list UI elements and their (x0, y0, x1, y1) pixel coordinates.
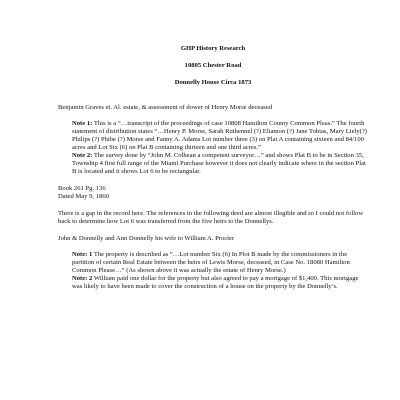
note-label: Note: 1 (72, 251, 93, 258)
book-date: Dated May 9, 1860 (58, 193, 109, 200)
note-text: This is a “…transcript of the proceedings of case 10808 Hamilton County Common Pleas.” The fourth statement of distribution states “…Henry P. Morse, Sarah Ruthennel (?) Eliamon (?) Jane Tobias, Mary Liely(?) Philips (?) Phibe (?) Morse and Fanny A. Adams Lot number three (3) on Plat A containing sixteen and 84/100 acres and Lot Six (6) on Plat B containing thirteen and one third acres.” (72, 120, 367, 151)
note-label: Note: 2 (72, 275, 93, 282)
estate-intro: Benjamin Graves et. Al. estate, & assessment of dower of Henry Morse deceased (58, 104, 273, 111)
book-reference: Book 261 Pg. 136 (58, 185, 106, 192)
note-text: William paid one dollar for the property but also agreed to pay a mortgage of $1,400. This mortgage was likely to have been made to cover the construction of a house on the property by the Donnelly’s. (72, 275, 359, 290)
estate-note-1 (72, 120, 368, 152)
estate-note-2 (72, 152, 368, 176)
note-label: Note 1: (72, 120, 93, 127)
deed-note-2 (72, 275, 368, 291)
header-address: 10805 Chester Road (184, 62, 242, 69)
header-title: Donnelly House Circa 1873 (174, 79, 252, 86)
deed-intro: John & Donnelly and Ann Donnelly his wife to William A. Procter (58, 235, 235, 242)
note-text: The property is described as “…Lot number Six (6) In Plot B made by the commissioners in the partition of certain Real Estate between the heirs of Lewis Morse, deceased, in Case No. 18080 Hamilton Common Please…” (As shown above it was actually the estate of Henry Morse.) (72, 251, 350, 274)
note-text: The survey done by “John M. Colhean a competent surveyor…” and shows Plat B to be in Section 35, Township 4 first full range of the Miami Purchase however it does not clearly indicate where in the section Plat B is located and it shows Lot 6 to be rectangular. (72, 152, 366, 175)
note-label: Note 2: (72, 152, 93, 159)
deed-note-1 (72, 251, 368, 275)
header-org: GHP History Research (180, 45, 246, 52)
gap-paragraph: There is a gap in the record here. The references in the following deed are almost illegible and so I could not follow back to determine how Lot 6 was transferred from the five heirs to the Donnellys. (58, 210, 364, 225)
